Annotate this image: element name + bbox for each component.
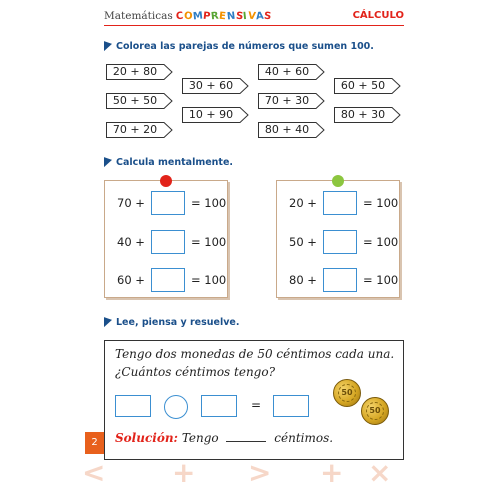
coin-label: 50 (341, 388, 353, 397)
problem-line-1: Tengo dos monedas de 50 céntimos cada una. (115, 347, 395, 361)
brand-letter: V (247, 10, 257, 23)
number-pair-text: 80 + 40 (264, 123, 310, 136)
pin-icon (160, 175, 172, 187)
sum-result: = 100 (191, 273, 227, 287)
sum-result: = 100 (191, 196, 227, 210)
mental-math-card-right (276, 180, 400, 298)
brand-letter: S (235, 10, 244, 23)
sum-result: = 100 (191, 235, 227, 249)
brand-letter: N (226, 10, 237, 23)
equation-row (105, 268, 229, 292)
result-box[interactable] (273, 395, 309, 417)
coin-icon (333, 379, 361, 407)
number-pair-tag[interactable] (258, 122, 324, 138)
pin-icon (332, 175, 344, 187)
solution-pre: Tengo (181, 431, 219, 445)
instruction-2 (104, 156, 233, 168)
brand-letter: R (210, 10, 221, 23)
answer-box[interactable] (151, 230, 185, 254)
sum-result: = 100 (363, 273, 399, 287)
section-tag: CÁLCULO (352, 10, 404, 21)
number-pair-text: 60 + 50 (340, 79, 386, 92)
equation-row (105, 191, 229, 215)
brand-accent (176, 11, 272, 22)
solution-post: céntimos. (274, 431, 334, 445)
decorative-symbol: × (368, 456, 392, 482)
number-pair-tag[interactable] (258, 64, 324, 80)
answer-box[interactable] (151, 268, 185, 292)
answer-box[interactable] (323, 268, 357, 292)
brand-letter: C (175, 10, 185, 23)
operand-box-1[interactable] (115, 395, 151, 417)
number-pair-text: 20 + 80 (112, 65, 158, 78)
number-pair-tag[interactable] (106, 64, 172, 80)
operand-box-2[interactable] (201, 395, 237, 417)
number-pair-tag[interactable] (182, 78, 248, 94)
solution-label: Solución: (115, 431, 178, 445)
bullet-icon (104, 155, 112, 167)
brand-letter: E (218, 10, 228, 23)
addend: 20 + (289, 196, 317, 210)
number-pair-text: 50 + 50 (112, 94, 158, 107)
equation-row (277, 230, 401, 254)
mental-math-card-left (104, 180, 228, 298)
instruction-1 (104, 40, 374, 52)
number-pair-text: 40 + 60 (264, 65, 310, 78)
answer-box[interactable] (323, 230, 357, 254)
operator-circle[interactable] (164, 395, 188, 419)
sum-result: = 100 (363, 196, 399, 210)
solution-blank[interactable] (226, 432, 266, 442)
sum-result: = 100 (363, 235, 399, 249)
brand-letter: O (183, 10, 194, 23)
instruction-1-text: Colorea las parejas de números que sumen 100. (116, 41, 374, 52)
number-pair-text: 70 + 30 (264, 94, 310, 107)
brand-letter: I (242, 10, 249, 23)
coin-icon (361, 397, 389, 425)
number-pair-text: 30 + 60 (188, 79, 234, 92)
decorative-symbol: > (248, 456, 272, 482)
answer-box[interactable] (323, 191, 357, 215)
solution-line (115, 431, 333, 445)
addend: 40 + (117, 235, 145, 249)
addend: 70 + (117, 196, 145, 210)
brand-letter: P (202, 10, 212, 23)
decorative-symbol: + (320, 456, 344, 482)
addend: 80 + (289, 273, 317, 287)
instruction-3 (104, 316, 239, 328)
addend: 50 + (289, 235, 317, 249)
problem-line-2: ¿Cuántos céntimos tengo? (115, 365, 276, 379)
number-pair-tag[interactable] (258, 93, 324, 109)
addend: 60 + (117, 273, 145, 287)
number-pair-text: 10 + 90 (188, 108, 234, 121)
number-pair-tag[interactable] (106, 122, 172, 138)
brand-title (104, 10, 272, 22)
equation-row (277, 191, 401, 215)
coin-label: 50 (369, 406, 381, 415)
brand-letter: M (192, 10, 204, 23)
answer-box[interactable] (151, 191, 185, 215)
instruction-2-text: Calcula mentalmente. (116, 157, 234, 168)
equation-row (277, 268, 401, 292)
word-problem (104, 340, 404, 460)
decorative-symbol: < (82, 456, 106, 482)
equation-row (105, 230, 229, 254)
bullet-icon (104, 39, 112, 51)
decorative-symbol: + (172, 456, 196, 482)
bullet-icon (104, 315, 112, 327)
equals-sign: = (251, 398, 262, 412)
number-pair-text: 80 + 30 (340, 108, 386, 121)
page-header (104, 10, 404, 26)
brand-letter: A (255, 10, 265, 23)
number-pair-text: 70 + 20 (112, 123, 158, 136)
page-number: 2 (85, 432, 104, 454)
instruction-3-text: Lee, piensa y resuelve. (116, 317, 240, 328)
brand-letter: S (263, 10, 273, 23)
number-pair-tag[interactable] (334, 78, 400, 94)
number-pair-tag[interactable] (182, 107, 248, 123)
brand-prefix: Matemáticas (104, 10, 173, 22)
number-pair-tag[interactable] (334, 107, 400, 123)
number-pair-tag[interactable] (106, 93, 172, 109)
